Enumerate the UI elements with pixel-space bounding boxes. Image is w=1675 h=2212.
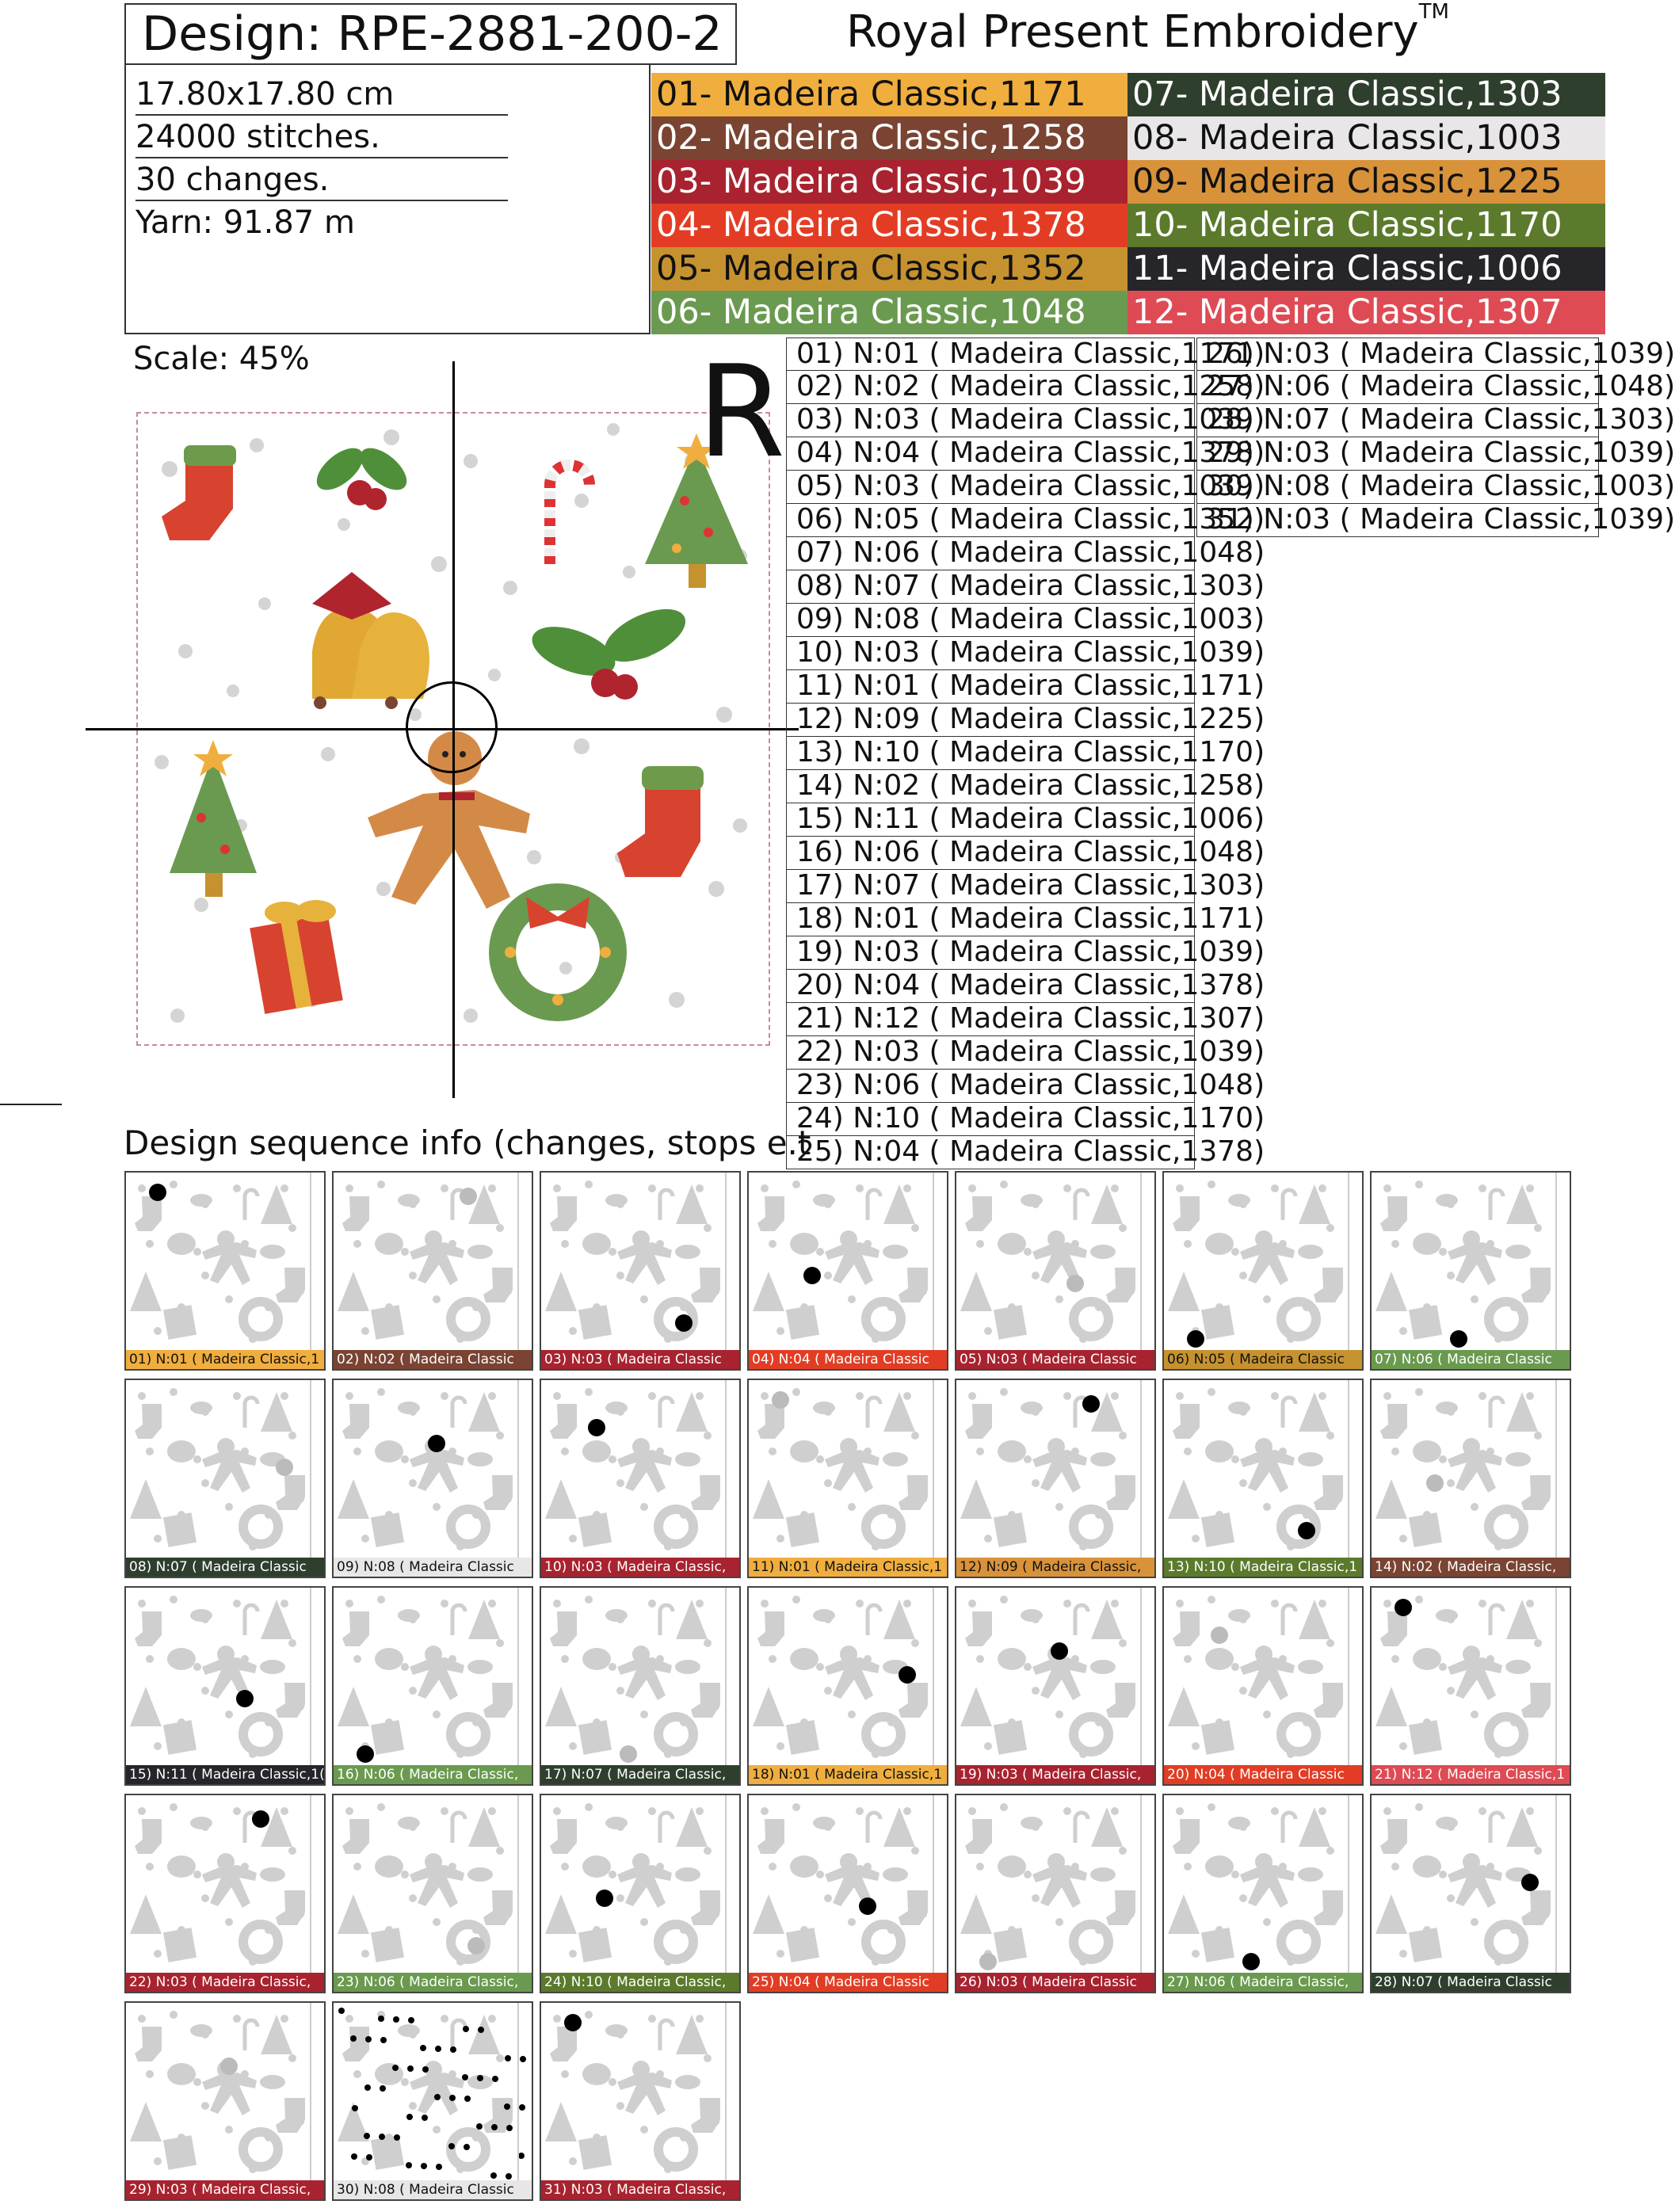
thumbnail-highlight [1211, 1627, 1228, 1644]
thumbnail-silhouette [541, 1795, 742, 1976]
sequence-thumbnail [124, 1794, 326, 1993]
sequence-row: 10) N:03 ( Madeira Classic,1039) [786, 637, 1195, 670]
thumbnail-highlight [596, 1890, 613, 1907]
thumbnail-highlight [1242, 1953, 1260, 1970]
thumbnail-label: 03) N:03 ( Madeira Classic [541, 1350, 739, 1369]
sequence-thumbnail [124, 1586, 326, 1786]
thumbnail-highlight [220, 2058, 238, 2075]
thumbnail-band [1348, 1173, 1349, 1353]
thumbnail-silhouette [541, 1588, 742, 1768]
thumbnail-silhouette [1164, 1173, 1365, 1353]
thumbnail-highlight [803, 1267, 821, 1284]
sequence-thumbnail [747, 1586, 948, 1786]
thumbnail-label: 21) N:12 ( Madeira Classic,1 [1372, 1765, 1570, 1784]
thumbnail-highlight [772, 1391, 789, 1409]
sequence-row: 20) N:04 ( Madeira Classic,1378) [786, 970, 1195, 1003]
thumbnail-band [725, 1588, 727, 1768]
thumbnail-band [933, 1795, 934, 1976]
thumbnail-label: 05) N:03 ( Madeira Classic [956, 1350, 1154, 1369]
thumbnail-silhouette [334, 1795, 535, 1976]
thumbnail-label: 16) N:06 ( Madeira Classic, [334, 1765, 532, 1784]
sequence-row: 17) N:07 ( Madeira Classic,1303) [786, 870, 1195, 903]
sequence-row: 28) N:07 ( Madeira Classic,1303) [1196, 404, 1599, 437]
thumbnail-silhouette [749, 1795, 950, 1976]
thumbnail-label: 20) N:04 ( Madeira Classic [1164, 1765, 1362, 1784]
thumbnail-band [310, 1380, 311, 1561]
thumbnail-label: 01) N:01 ( Madeira Classic,1 [126, 1350, 324, 1369]
thumbnail-silhouette [956, 1173, 1158, 1353]
thumbnail-highlight [899, 1666, 916, 1684]
thumbnail-silhouette [1164, 1380, 1365, 1561]
sequence-thumbnail [1370, 1171, 1571, 1371]
sequence-thumbnail [332, 1171, 533, 1371]
crosshair-circle [406, 681, 498, 773]
thumbnail-band [310, 1588, 311, 1768]
thumbnail-band [517, 1795, 519, 1976]
sequence-thumbnail [1162, 1379, 1364, 1578]
thumbnail-label: 25) N:04 ( Madeira Classic [749, 1973, 947, 1992]
brand-name [846, 0, 1449, 58]
thumbnail-label: 02) N:02 ( Madeira Classic [334, 1350, 532, 1369]
thumbnail-band [1348, 1588, 1349, 1768]
thumbnail-label: 18) N:01 ( Madeira Classic,1 [749, 1765, 947, 1784]
thumbnail-label: 31) N:03 ( Madeira Classic, [541, 2180, 739, 2199]
sequence-thumbnail [955, 1379, 1156, 1578]
thumbnail-silhouette [334, 2003, 535, 2183]
thumbnail-highlight [357, 1745, 374, 1763]
sequence-row: 03) N:03 ( Madeira Classic,1039) [786, 404, 1195, 437]
sequence-row: 13) N:10 ( Madeira Classic,1170) [786, 737, 1195, 770]
thumbnail-label: 30) N:08 ( Madeira Classic [334, 2180, 532, 2199]
sequence-thumbnail [540, 1586, 741, 1786]
thumbnail-label: 09) N:08 ( Madeira Classic [334, 1558, 532, 1577]
thumbnail-silhouette [956, 1380, 1158, 1561]
sequence-row: 01) N:01 ( Madeira Classic,1171) [786, 338, 1195, 371]
thumbnail-silhouette [1164, 1795, 1365, 1976]
sequence-row: 31) N:03 ( Madeira Classic,1039) [1196, 504, 1599, 537]
sequence-row: 23) N:06 ( Madeira Classic,1048) [786, 1070, 1195, 1103]
sequence-row: 27) N:06 ( Madeira Classic,1048) [1196, 371, 1599, 404]
thumbnail-label: 24) N:10 ( Madeira Classic, [541, 1973, 739, 1992]
holly-right [525, 598, 693, 700]
sequence-thumbnail [540, 1171, 741, 1371]
palette-swatch: 04- Madeira Classic,1378 [651, 204, 1127, 247]
sequence-row: 18) N:01 ( Madeira Classic,1171) [786, 903, 1195, 936]
thumbnail-highlight [675, 1314, 693, 1332]
sequence-row: 09) N:08 ( Madeira Classic,1003) [786, 604, 1195, 637]
thumbnail-highlight [467, 1937, 485, 1955]
thumbnail-band [725, 2003, 727, 2183]
thumbnail-highlight [859, 1897, 876, 1915]
thumbnail-silhouette [1372, 1173, 1573, 1353]
thumbnail-label: 13) N:10 ( Madeira Classic,1 [1164, 1558, 1362, 1577]
sequence-thumbnail [540, 1379, 741, 1578]
thumbnail-label: 08) N:07 ( Madeira Classic [126, 1558, 324, 1577]
thumbnail-label: 29) N:03 ( Madeira Classic, [126, 2180, 324, 2199]
thumbnail-highlight [460, 1188, 477, 1205]
thumbnail-silhouette [541, 1173, 742, 1353]
sequence-row: 22) N:03 ( Madeira Classic,1039) [786, 1036, 1195, 1070]
thumbnail-band [1140, 1380, 1142, 1561]
thumbnail-band [725, 1795, 727, 1976]
brand-text: Royal Present Embroidery [846, 6, 1419, 58]
thumbnail-silhouette [334, 1588, 535, 1768]
thumbnail-label: 28) N:07 ( Madeira Classic [1372, 1973, 1570, 1992]
palette-swatch: 12- Madeira Classic,1307 [1127, 291, 1605, 334]
thumbnail-label: 17) N:07 ( Madeira Classic, [541, 1765, 739, 1784]
thumbnail-highlight [1187, 1330, 1204, 1348]
tree-left [170, 740, 257, 897]
sequence-row: 05) N:03 ( Madeira Classic,1039) [786, 471, 1195, 504]
sequence-thumbnail [747, 1171, 948, 1371]
thumbnail-silhouette [126, 1588, 327, 1768]
thumbnail-label: 19) N:03 ( Madeira Classic, [956, 1765, 1154, 1784]
thumbnail-silhouette [749, 1173, 950, 1353]
thumbnail-label: 23) N:06 ( Madeira Classic, [334, 1973, 532, 1992]
sequence-thumbnail [747, 1794, 948, 1993]
sequence-row: 14) N:02 ( Madeira Classic,1258) [786, 770, 1195, 803]
sequence-row: 26) N:03 ( Madeira Classic,1039) [1196, 338, 1599, 371]
stocking-right [617, 766, 704, 877]
sequence-row: 02) N:02 ( Madeira Classic,1258) [786, 371, 1195, 404]
thumbnail-highlight [428, 1435, 445, 1452]
sequence-thumbnail [332, 1379, 533, 1578]
thumbnail-band [1348, 1380, 1349, 1561]
thumbnail-silhouette [126, 1380, 327, 1561]
thumbnail-silhouette [126, 1795, 327, 1976]
thumbnail-band [310, 1173, 311, 1353]
scale-label: Scale: 45% [133, 341, 310, 377]
thumbnail-highlight [149, 1184, 166, 1201]
thumbnail-highlight [979, 1953, 997, 1970]
thumbnail-label: 15) N:11 ( Madeira Classic,1( [126, 1765, 324, 1784]
thumbnail-highlight [564, 2014, 582, 2031]
candy-cane [550, 465, 589, 564]
thumbnail-band [517, 1588, 519, 1768]
thumbnail-silhouette [1372, 1795, 1573, 1976]
thumbnail-band [725, 1380, 727, 1561]
sequence-row: 15) N:11 ( Madeira Classic,1006) [786, 803, 1195, 837]
thumbnail-silhouette [956, 1795, 1158, 1976]
sequence-row: 29) N:03 ( Madeira Classic,1039) [1196, 437, 1599, 471]
thumbnail-silhouette [126, 2003, 327, 2183]
thumbnail-band [933, 1173, 934, 1353]
sequence-thumbnail [540, 2001, 741, 2201]
palette-swatch: 07- Madeira Classic,1303 [1127, 73, 1605, 116]
thumbnail-highlight [276, 1459, 293, 1476]
thumbnail-silhouette [541, 2003, 742, 2183]
wreath [502, 897, 613, 1008]
thumbnail-silhouette [956, 1588, 1158, 1768]
thumbnail-label: 04) N:04 ( Madeira Classic [749, 1350, 947, 1369]
thumbnail-highlight [1066, 1275, 1084, 1292]
thumbnail-highlight [1450, 1330, 1467, 1348]
design-title: Design: RPE-2881-200-2 [124, 3, 737, 65]
thumbnail-band [1140, 1588, 1142, 1768]
thumbnail-silhouette [1372, 1380, 1573, 1561]
sequence-thumbnail [332, 1586, 533, 1786]
sequence-row: 25) N:04 ( Madeira Classic,1378) [786, 1136, 1195, 1169]
sequence-row: 06) N:05 ( Madeira Classic,1352) [786, 504, 1195, 537]
design-size: 17.80x17.80 cm [135, 74, 508, 116]
thumbnail-label: 26) N:03 ( Madeira Classic [956, 1973, 1154, 1992]
sequence-thumbnail [955, 1794, 1156, 1993]
thumbnail-silhouette [749, 1588, 950, 1768]
sequence-row: 16) N:06 ( Madeira Classic,1048) [786, 837, 1195, 870]
thumbnail-label: 14) N:02 ( Madeira Classic, [1372, 1558, 1570, 1577]
thumbnail-highlight [1426, 1474, 1444, 1492]
thumbnail-band [1555, 1380, 1557, 1561]
sequence-row: 21) N:12 ( Madeira Classic,1307) [786, 1003, 1195, 1036]
thumbnail-highlight [252, 1810, 269, 1828]
thumbnail-band [1555, 1173, 1557, 1353]
palette-swatch: 01- Madeira Classic,1171 [651, 73, 1127, 116]
thumbnail-label: 27) N:06 ( Madeira Classic, [1164, 1973, 1362, 1992]
sequence-thumbnail [1162, 1171, 1364, 1371]
sequence-thumbnail [124, 1171, 326, 1371]
sequence-row: 08) N:07 ( Madeira Classic,1303) [786, 570, 1195, 604]
sequence-thumbnail [1162, 1794, 1364, 1993]
thumbnail-highlight [1395, 1599, 1412, 1616]
thumbnail-band [517, 2003, 519, 2183]
thumbnail-label: 12) N:09 ( Madeira Classic, [956, 1558, 1154, 1577]
thumbnail-band [725, 1173, 727, 1353]
palette-swatch: 08- Madeira Classic,1003 [1127, 116, 1605, 160]
thumbnail-band [933, 1588, 934, 1768]
palette-swatch: 06- Madeira Classic,1048 [651, 291, 1127, 334]
thumbnail-band [310, 1795, 311, 1976]
stitch-count: 24000 stitches. [135, 117, 508, 158]
sequence-thumbnail [747, 1379, 948, 1578]
holly-top [310, 440, 414, 510]
sequence-row: 30) N:08 ( Madeira Classic,1003) [1196, 471, 1599, 504]
palette-swatch: 09- Madeira Classic,1225 [1127, 160, 1605, 204]
thumbnail-silhouette [334, 1380, 535, 1561]
sequence-thumbnail [955, 1171, 1156, 1371]
thumbnail-highlight [588, 1419, 605, 1436]
thumbnail-label: 06) N:05 ( Madeira Classic [1164, 1350, 1362, 1369]
sequence-thumbnail [1370, 1794, 1571, 1993]
sequence-row: 07) N:06 ( Madeira Classic,1048) [786, 537, 1195, 570]
thumbnail-band [933, 1380, 934, 1561]
sequence-row: 12) N:09 ( Madeira Classic,1225) [786, 704, 1195, 737]
sequence-thumbnail [1162, 1586, 1364, 1786]
thumbnail-highlight [236, 1690, 254, 1707]
sequence-title: Design sequence info (changes, stops e.t [124, 1123, 811, 1162]
thumbnail-silhouette [1164, 1588, 1365, 1768]
bells [312, 572, 429, 709]
sequence-row: 19) N:03 ( Madeira Classic,1039) [786, 936, 1195, 970]
thumbnail-band [1140, 1795, 1142, 1976]
sequence-thumbnail [540, 1794, 741, 1993]
thumbnail-silhouette [126, 1173, 327, 1353]
thumbnail-silhouette [541, 1380, 742, 1561]
thumbnail-band [310, 2003, 311, 2183]
thumbnail-label: 22) N:03 ( Madeira Classic, [126, 1973, 324, 1992]
thumbnail-band [517, 1173, 519, 1353]
thumbnail-silhouette [334, 1173, 535, 1353]
palette-swatch: 03- Madeira Classic,1039 [651, 160, 1127, 204]
sequence-thumbnail [124, 1379, 326, 1578]
sequence-thumbnail [332, 1794, 533, 1993]
sequence-thumbnail [1370, 1586, 1571, 1786]
palette-swatch: 11- Madeira Classic,1006 [1127, 247, 1605, 291]
thumbnail-band [517, 1380, 519, 1561]
thumbnail-band [1555, 1588, 1557, 1768]
stocking-top-left [162, 445, 236, 540]
sequence-thumbnail [955, 1586, 1156, 1786]
thumbnail-band [1140, 1173, 1142, 1353]
thumbnail-label: 10) N:03 ( Madeira Classic, [541, 1558, 739, 1577]
sequence-thumbnail [1370, 1379, 1571, 1578]
thumbnail-label: 07) N:06 ( Madeira Classic [1372, 1350, 1570, 1369]
thumbnail-silhouette [749, 1380, 950, 1561]
sequence-row: 24) N:10 ( Madeira Classic,1170) [786, 1103, 1195, 1136]
thumbnail-highlight [1051, 1642, 1068, 1660]
margin-tick [0, 1104, 62, 1105]
thumbnail-highlight [1082, 1395, 1100, 1413]
thumbnail-silhouette [1372, 1588, 1573, 1768]
palette-swatch: 10- Madeira Classic,1170 [1127, 204, 1605, 247]
thumbnail-band [1348, 1795, 1349, 1976]
sequence-thumbnail [332, 2001, 533, 2201]
palette-swatch: 05- Madeira Classic,1352 [651, 247, 1127, 291]
color-changes: 30 changes. [135, 160, 508, 201]
palette-swatch: 02- Madeira Classic,1258 [651, 116, 1127, 160]
trademark-mark: TM [1418, 0, 1449, 24]
sequence-row: 11) N:01 ( Madeira Classic,1171) [786, 670, 1195, 704]
thumbnail-band [1555, 1795, 1557, 1976]
gift-box [250, 900, 343, 1014]
registration-mark: R [697, 338, 786, 486]
yarn-length: Yarn: 91.87 m [135, 204, 355, 241]
sequence-row: 04) N:04 ( Madeira Classic,1378) [786, 437, 1195, 471]
design-info-box [124, 65, 651, 334]
thumbnail-label: 11) N:01 ( Madeira Classic,1 [749, 1558, 947, 1577]
sequence-thumbnail [124, 2001, 326, 2201]
thumbnail-highlight [1298, 1522, 1315, 1539]
thumbnail-highlight [620, 1745, 637, 1763]
thumbnail-highlight [1521, 1874, 1539, 1891]
